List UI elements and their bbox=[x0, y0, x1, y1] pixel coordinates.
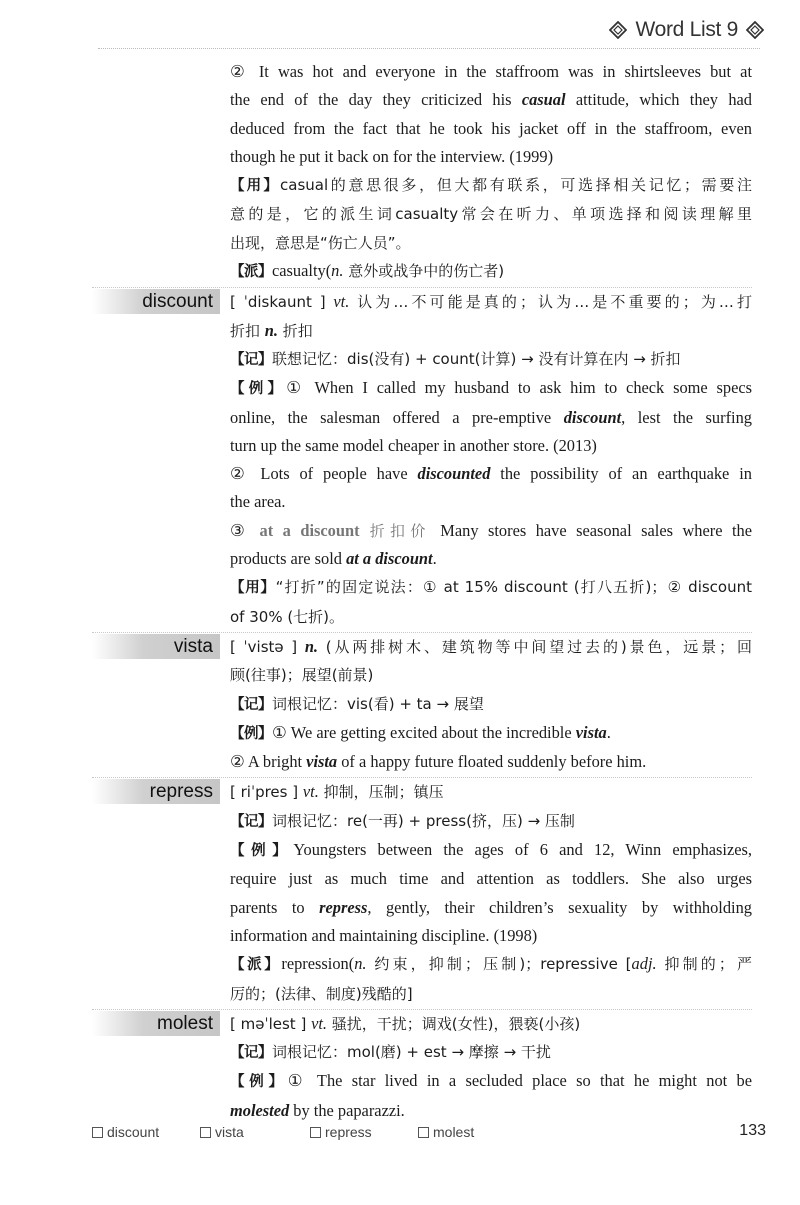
headword: discount bbox=[142, 291, 213, 313]
example-line: ② Lots of people have discounted the possibility of an earthquake in bbox=[230, 464, 752, 484]
example-line: information and maintaining discipline. (1998) bbox=[230, 925, 538, 945]
definition-line: 顾(往事)；展望(前景) bbox=[230, 666, 374, 685]
derivative-line: 厉的；(法律、制度)残酷的] bbox=[230, 984, 413, 1003]
entries-column bbox=[142, 58, 753, 1125]
definition-line: [ ˈdiskaunt ] vt. 认为…不可能是真的；认为…是不重要的；为…打 bbox=[230, 292, 752, 312]
usage-note: 【用】“打折”的固定说法：① at 15% discount (打八五折)；② discount bbox=[230, 578, 753, 597]
example-line: ③ at a discount 折扣价 Many stores have seasonal sales where the bbox=[230, 520, 752, 540]
example-line: 【例】① We are getting excited about the incredible vista. bbox=[230, 722, 611, 742]
entry-vista bbox=[173, 633, 752, 776]
checklist-item-vista[interactable]: vista bbox=[200, 1124, 244, 1140]
example-line: molested by the paparazzi. bbox=[230, 1100, 405, 1120]
page-footer bbox=[92, 1122, 766, 1144]
page-header bbox=[609, 18, 764, 42]
entry-casual-continued bbox=[230, 58, 752, 286]
word-list-title: Word List 9 bbox=[635, 18, 738, 41]
header-divider bbox=[98, 48, 760, 49]
example-line: products are sold at a discount. bbox=[230, 549, 437, 569]
example-line: though he put it back on for the interview. (1999) bbox=[230, 146, 554, 166]
entry-molest bbox=[157, 1010, 752, 1125]
definition-line: [ ˈvistə ] n. (从两排树木、建筑物等中间望过去的)景色，远景；回 bbox=[230, 636, 752, 656]
diamond-icon bbox=[746, 21, 764, 39]
example-line: ② It was hot and everyone in the staffroom was in shirtsleeves but at bbox=[230, 62, 752, 81]
memory-tip: 【记】词根记忆：vis(看) + ta → 展望 bbox=[230, 694, 484, 713]
checklist-item-discount[interactable]: discount bbox=[92, 1124, 159, 1140]
example-line: require just as much time and attention as toddlers. She also urges bbox=[230, 869, 752, 889]
example-line: deduced from the fact that he took his jacket off in the staffroom, even bbox=[230, 118, 752, 138]
derivative-line: 【派】casualty(n. 意外或战争中的伤亡者) bbox=[230, 261, 505, 281]
memory-tip: 【记】词根记忆：mol(磨) + est → 摩擦 → 干扰 bbox=[230, 1043, 551, 1062]
headword: vista bbox=[173, 635, 213, 657]
memory-tip: 【记】联想记忆：dis(没有) + count(计算) → 没有计算在内 → 折扣 bbox=[230, 349, 681, 368]
usage-note: of 30% (七折)。 bbox=[230, 607, 345, 626]
usage-note: 出现，意思是“伤亡人员”。 bbox=[230, 233, 411, 252]
example-line: parents to repress, gently, their children’s sexuality by withholding bbox=[230, 897, 752, 917]
diamond-icon bbox=[609, 21, 627, 39]
definition-line: [ riˈpres ] vt. 抑制，压制；镇压 bbox=[230, 782, 444, 802]
page-number: 133 bbox=[739, 1122, 766, 1139]
example-line: ② A bright vista of a happy future floated suddenly before him. bbox=[230, 752, 647, 772]
memory-tip: 【记】词根记忆：re(一再) + press(挤，压) → 压制 bbox=[230, 811, 575, 830]
checklist-item-repress[interactable]: repress bbox=[310, 1124, 372, 1140]
example-line: 【例】① The star lived in a secluded place so that he might not be bbox=[230, 1071, 752, 1091]
checkbox-icon[interactable] bbox=[310, 1127, 321, 1138]
example-line: 【例】Youngsters between the ages of 6 and 12, Winn emphasizes, bbox=[230, 840, 752, 860]
entry-repress bbox=[149, 778, 752, 1007]
usage-note: 【用】casual的意思很多，但大都有联系，可选择相关记忆；需要注 bbox=[230, 176, 753, 195]
checkbox-icon[interactable] bbox=[418, 1127, 429, 1138]
example-line: online, the salesman offered a pre-emptive discount, lest the surfing bbox=[230, 407, 752, 427]
example-line: the area. bbox=[230, 492, 286, 512]
headword-band bbox=[92, 289, 220, 314]
headword-band bbox=[92, 1011, 220, 1036]
checklist-item-molest[interactable]: molest bbox=[418, 1124, 474, 1140]
checkbox-icon[interactable] bbox=[92, 1127, 103, 1138]
headword-band bbox=[92, 779, 220, 804]
entry-discount bbox=[142, 288, 753, 631]
headword: repress bbox=[149, 781, 213, 803]
headword-band bbox=[92, 634, 220, 659]
definition-line: [ məˈlest ] vt. 骚扰，干扰；调戏(女性)，猥亵(小孩) bbox=[230, 1013, 581, 1033]
definition-line: 折扣 n. 折扣 bbox=[230, 320, 313, 340]
example-line: 【例】① When I called my husband to ask him to check some specs bbox=[230, 378, 753, 398]
example-line: the end of the day they criticized his casual attitude, which they had bbox=[230, 90, 752, 110]
usage-note: 意的是，它的派生词casualty常会在听力、单项选择和阅读理解里 bbox=[230, 205, 752, 224]
derivative-line: 【派】repression(n. 约束，抑制；压制)；repressive [adj. 抑制的；严 bbox=[230, 954, 752, 974]
example-line: turn up the same model cheaper in another store. (2013) bbox=[230, 435, 597, 455]
checkbox-icon[interactable] bbox=[200, 1127, 211, 1138]
headword: molest bbox=[157, 1012, 213, 1034]
